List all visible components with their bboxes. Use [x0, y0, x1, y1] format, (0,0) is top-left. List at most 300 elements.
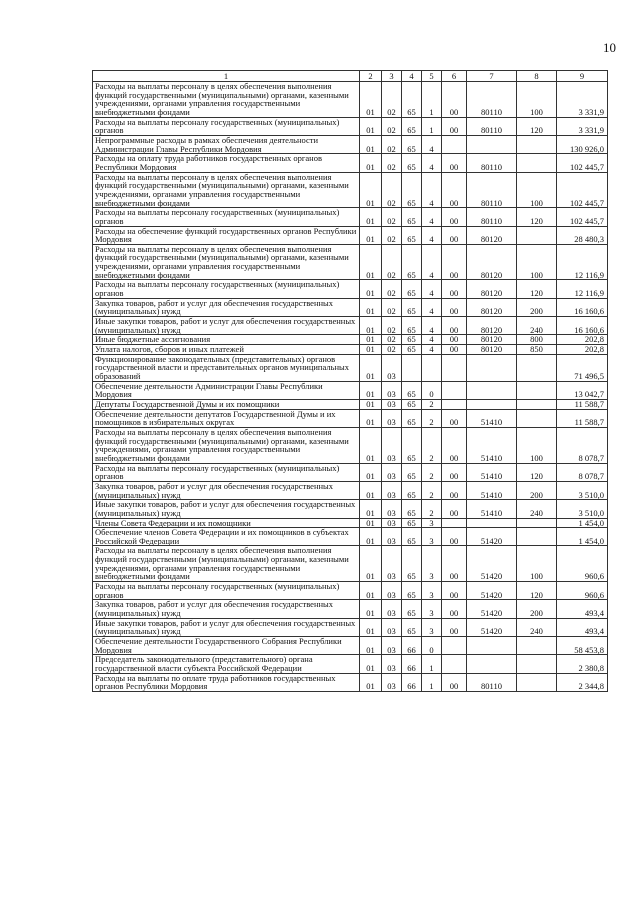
- section-cell: 01: [360, 600, 382, 618]
- subprogram-cell: 0: [422, 637, 442, 655]
- subsection-cell: 03: [382, 354, 402, 381]
- subsection-cell: 02: [382, 82, 402, 118]
- amount-cell: 2 380,8: [557, 655, 608, 673]
- table-row: [93, 172, 608, 208]
- row-name-cell: Расходы на выплаты персоналу в целях обеспечения выполнения функций государственными (муниципальными) органами, казенными учреждениями, органами управления государственными внебюджетными фондами: [93, 546, 360, 582]
- table-row: [93, 409, 608, 427]
- row-name-cell: Иные закупки товаров, работ и услуг для обеспечения государственных (муниципальных) нужд: [93, 618, 360, 636]
- subprogram-cell: 4: [422, 154, 442, 172]
- table-row: [93, 208, 608, 226]
- program-cell: 65: [402, 399, 422, 409]
- row-name-cell: Расходы на выплаты персоналу в целях обеспечения выполнения функций государственными (муниципальными) органами, казенными учреждениями, органами управления государственными внебюджетными фондами: [93, 244, 360, 280]
- direction-cell: 00: [442, 481, 467, 499]
- section-cell: 01: [360, 345, 382, 355]
- target-article-cell: 80110: [467, 673, 517, 691]
- target-article-cell: 80110: [467, 208, 517, 226]
- amount-cell: 493,4: [557, 600, 608, 618]
- direction-cell: 00: [442, 427, 467, 463]
- expense-type-cell: [517, 399, 557, 409]
- subsection-cell: 03: [382, 463, 402, 481]
- row-name-cell: Расходы на оплату труда работников государственных органов Республики Мордовия: [93, 154, 360, 172]
- table-row: [93, 463, 608, 481]
- row-name-cell: Расходы на выплаты персоналу государственных (муниципальных) органов: [93, 280, 360, 298]
- amount-cell: 3 331,9: [557, 82, 608, 118]
- table-row: [93, 500, 608, 518]
- program-cell: 65: [402, 135, 422, 153]
- target-article-cell: 80110: [467, 117, 517, 135]
- subsection-cell: 03: [382, 399, 402, 409]
- program-cell: 65: [402, 427, 422, 463]
- program-cell: 65: [402, 518, 422, 528]
- direction-cell: 00: [442, 226, 467, 244]
- table-row: [93, 481, 608, 499]
- subsection-cell: 02: [382, 117, 402, 135]
- table-row: [93, 226, 608, 244]
- program-cell: 65: [402, 528, 422, 546]
- amount-cell: 102 445,7: [557, 154, 608, 172]
- section-cell: 01: [360, 399, 382, 409]
- direction-cell: 00: [442, 335, 467, 345]
- program-cell: 65: [402, 335, 422, 345]
- row-name-cell: Расходы на выплаты персоналу государственных (муниципальных) органов: [93, 208, 360, 226]
- target-article-cell: 80120: [467, 335, 517, 345]
- section-cell: 01: [360, 226, 382, 244]
- target-article-cell: 80120: [467, 244, 517, 280]
- header-cell: 1: [93, 71, 360, 82]
- target-article-cell: 51410: [467, 500, 517, 518]
- subsection-cell: 02: [382, 135, 402, 153]
- program-cell: 65: [402, 600, 422, 618]
- header-cell: 3: [382, 71, 402, 82]
- program-cell: 66: [402, 637, 422, 655]
- amount-cell: 12 116,9: [557, 244, 608, 280]
- section-cell: 01: [360, 500, 382, 518]
- subsection-cell: 03: [382, 427, 402, 463]
- section-cell: 01: [360, 208, 382, 226]
- direction-cell: [442, 637, 467, 655]
- table-row: [93, 345, 608, 355]
- subprogram-cell: 1: [422, 117, 442, 135]
- table-row: [93, 154, 608, 172]
- target-article-cell: 80120: [467, 226, 517, 244]
- subsection-cell: 02: [382, 208, 402, 226]
- table-row: [93, 528, 608, 546]
- target-article-cell: 51410: [467, 463, 517, 481]
- amount-cell: 11 588,7: [557, 399, 608, 409]
- subprogram-cell: 4: [422, 345, 442, 355]
- amount-cell: 13 042,7: [557, 381, 608, 399]
- direction-cell: [442, 381, 467, 399]
- direction-cell: 00: [442, 117, 467, 135]
- expense-type-cell: 200: [517, 600, 557, 618]
- expense-type-cell: 100: [517, 546, 557, 582]
- amount-cell: 130 926,0: [557, 135, 608, 153]
- program-cell: 65: [402, 244, 422, 280]
- expense-type-cell: [517, 637, 557, 655]
- row-name-cell: Расходы на выплаты персоналу государственных (муниципальных) органов: [93, 582, 360, 600]
- row-name-cell: Расходы на выплаты персоналу государственных (муниципальных) органов: [93, 463, 360, 481]
- section-cell: 01: [360, 354, 382, 381]
- subsection-cell: 02: [382, 226, 402, 244]
- program-cell: 65: [402, 317, 422, 335]
- subsection-cell: 02: [382, 335, 402, 345]
- amount-cell: 102 445,7: [557, 172, 608, 208]
- program-cell: 66: [402, 673, 422, 691]
- amount-cell: 12 116,9: [557, 280, 608, 298]
- section-cell: 01: [360, 655, 382, 673]
- subsection-cell: 03: [382, 582, 402, 600]
- direction-cell: 00: [442, 528, 467, 546]
- row-name-cell: Расходы на выплаты по оплате труда работников государственных органов Республики Мордовия: [93, 673, 360, 691]
- expense-type-cell: 240: [517, 500, 557, 518]
- amount-cell: 1 454,0: [557, 528, 608, 546]
- program-cell: 65: [402, 298, 422, 316]
- direction-cell: [442, 135, 467, 153]
- subprogram-cell: 4: [422, 172, 442, 208]
- amount-cell: 493,4: [557, 618, 608, 636]
- row-name-cell: Непрограммные расходы в рамках обеспечения деятельности Администрации Главы Республики Мордовия: [93, 135, 360, 153]
- expense-type-cell: 240: [517, 618, 557, 636]
- table-row: [93, 117, 608, 135]
- subsection-cell: 03: [382, 600, 402, 618]
- subprogram-cell: 3: [422, 582, 442, 600]
- header-cell: 5: [422, 71, 442, 82]
- section-cell: 01: [360, 409, 382, 427]
- subprogram-cell: 2: [422, 409, 442, 427]
- expense-type-cell: 100: [517, 172, 557, 208]
- program-cell: 65: [402, 82, 422, 118]
- direction-cell: 00: [442, 600, 467, 618]
- table-row: [93, 673, 608, 691]
- program-cell: 66: [402, 655, 422, 673]
- direction-cell: 00: [442, 298, 467, 316]
- amount-cell: 202,8: [557, 335, 608, 345]
- section-cell: 01: [360, 582, 382, 600]
- subsection-cell: 02: [382, 345, 402, 355]
- section-cell: 01: [360, 546, 382, 582]
- target-article-cell: [467, 399, 517, 409]
- direction-cell: 00: [442, 280, 467, 298]
- row-name-cell: Закупка товаров, работ и услуг для обеспечения государственных (муниципальных) нужд: [93, 298, 360, 316]
- section-cell: 01: [360, 463, 382, 481]
- target-article-cell: 80120: [467, 317, 517, 335]
- direction-cell: 00: [442, 409, 467, 427]
- header-cell: 7: [467, 71, 517, 82]
- subprogram-cell: 2: [422, 399, 442, 409]
- target-article-cell: [467, 518, 517, 528]
- direction-cell: 00: [442, 154, 467, 172]
- header-cell: 9: [557, 71, 608, 82]
- section-cell: 01: [360, 637, 382, 655]
- subsection-cell: 02: [382, 244, 402, 280]
- row-name-cell: Председатель законодательного (представительного) органа государственной власти субъекта Российской Федерации: [93, 655, 360, 673]
- amount-cell: 58 453,8: [557, 637, 608, 655]
- target-article-cell: 80110: [467, 172, 517, 208]
- target-article-cell: [467, 381, 517, 399]
- subsection-cell: 03: [382, 409, 402, 427]
- section-cell: 01: [360, 381, 382, 399]
- section-cell: 01: [360, 172, 382, 208]
- target-article-cell: 51410: [467, 481, 517, 499]
- program-cell: 65: [402, 381, 422, 399]
- target-article-cell: [467, 354, 517, 381]
- section-cell: 01: [360, 82, 382, 118]
- section-cell: 01: [360, 117, 382, 135]
- expense-type-cell: [517, 226, 557, 244]
- target-article-cell: 51420: [467, 600, 517, 618]
- subprogram-cell: [422, 354, 442, 381]
- table-row: [93, 381, 608, 399]
- expense-type-cell: 100: [517, 244, 557, 280]
- subsection-cell: 03: [382, 618, 402, 636]
- program-cell: 65: [402, 208, 422, 226]
- row-name-cell: Закупка товаров, работ и услуг для обеспечения государственных (муниципальных) нужд: [93, 481, 360, 499]
- table-row: [93, 82, 608, 118]
- subprogram-cell: 3: [422, 618, 442, 636]
- program-cell: 65: [402, 582, 422, 600]
- target-article-cell: 51420: [467, 546, 517, 582]
- row-name-cell: Уплата налогов, сборов и иных платежей: [93, 345, 360, 355]
- section-cell: 01: [360, 280, 382, 298]
- expense-type-cell: 120: [517, 582, 557, 600]
- program-cell: 65: [402, 481, 422, 499]
- subsection-cell: 03: [382, 673, 402, 691]
- expense-type-cell: 120: [517, 463, 557, 481]
- section-cell: 01: [360, 298, 382, 316]
- direction-cell: 00: [442, 345, 467, 355]
- expense-type-cell: [517, 354, 557, 381]
- section-cell: 01: [360, 317, 382, 335]
- amount-cell: 3 510,0: [557, 481, 608, 499]
- row-name-cell: Члены Совета Федерации и их помощники: [93, 518, 360, 528]
- subprogram-cell: 4: [422, 135, 442, 153]
- target-article-cell: 51420: [467, 618, 517, 636]
- expense-type-cell: [517, 673, 557, 691]
- header-cell: 8: [517, 71, 557, 82]
- amount-cell: 11 588,7: [557, 409, 608, 427]
- expense-type-cell: 200: [517, 298, 557, 316]
- direction-cell: 00: [442, 582, 467, 600]
- subprogram-cell: 1: [422, 82, 442, 118]
- program-cell: [402, 354, 422, 381]
- table-row: [93, 546, 608, 582]
- row-name-cell: Расходы на выплаты персоналу в целях обеспечения выполнения функций государственными (муниципальными) органами, казенными учреждениями, органами управления государственными внебюджетными фондами: [93, 82, 360, 118]
- subprogram-cell: 2: [422, 500, 442, 518]
- table-row: [93, 280, 608, 298]
- amount-cell: 28 480,3: [557, 226, 608, 244]
- amount-cell: 960,6: [557, 546, 608, 582]
- subprogram-cell: 1: [422, 655, 442, 673]
- program-cell: 65: [402, 546, 422, 582]
- direction-cell: [442, 655, 467, 673]
- expense-type-cell: 120: [517, 208, 557, 226]
- subprogram-cell: 4: [422, 298, 442, 316]
- section-cell: 01: [360, 154, 382, 172]
- row-name-cell: Расходы на выплаты персоналу в целях обеспечения выполнения функций государственными (муниципальными) органами, казенными учреждениями, органами управления государственными внебюджетными фондами: [93, 427, 360, 463]
- subprogram-cell: 1: [422, 673, 442, 691]
- row-name-cell: Обеспечение деятельности Администрации Главы Республики Мордовия: [93, 381, 360, 399]
- expense-type-cell: [517, 655, 557, 673]
- section-cell: 01: [360, 528, 382, 546]
- direction-cell: [442, 399, 467, 409]
- subprogram-cell: 3: [422, 518, 442, 528]
- table-row: [93, 582, 608, 600]
- amount-cell: 960,6: [557, 582, 608, 600]
- program-cell: 65: [402, 226, 422, 244]
- budget-table: [92, 70, 608, 692]
- row-name-cell: Функционирование законодательных (представительных) органов государственной власти и представительных органов муниципальных образований: [93, 354, 360, 381]
- target-article-cell: 80120: [467, 298, 517, 316]
- header-cell: 4: [402, 71, 422, 82]
- target-article-cell: 51410: [467, 427, 517, 463]
- subsection-cell: 02: [382, 317, 402, 335]
- subprogram-cell: 3: [422, 546, 442, 582]
- header-cell: 2: [360, 71, 382, 82]
- amount-cell: 8 078,7: [557, 427, 608, 463]
- subprogram-cell: 4: [422, 226, 442, 244]
- target-article-cell: 80120: [467, 345, 517, 355]
- section-cell: 01: [360, 673, 382, 691]
- section-cell: 01: [360, 135, 382, 153]
- subsection-cell: 03: [382, 518, 402, 528]
- target-article-cell: 80110: [467, 82, 517, 118]
- subsection-cell: 02: [382, 172, 402, 208]
- expense-type-cell: 850: [517, 345, 557, 355]
- amount-cell: 2 344,8: [557, 673, 608, 691]
- subprogram-cell: 4: [422, 208, 442, 226]
- section-cell: 01: [360, 427, 382, 463]
- expense-type-cell: 120: [517, 280, 557, 298]
- program-cell: 65: [402, 280, 422, 298]
- table-row: [93, 335, 608, 345]
- direction-cell: 00: [442, 618, 467, 636]
- subprogram-cell: 4: [422, 244, 442, 280]
- section-cell: 01: [360, 618, 382, 636]
- table-row: [93, 427, 608, 463]
- subsection-cell: 02: [382, 154, 402, 172]
- row-name-cell: Расходы на выплаты персоналу государственных (муниципальных) органов: [93, 117, 360, 135]
- table-row: [93, 399, 608, 409]
- direction-cell: 00: [442, 673, 467, 691]
- amount-cell: 71 496,5: [557, 354, 608, 381]
- direction-cell: 00: [442, 463, 467, 481]
- program-cell: 65: [402, 117, 422, 135]
- program-cell: 65: [402, 500, 422, 518]
- section-cell: 01: [360, 244, 382, 280]
- subprogram-cell: 0: [422, 381, 442, 399]
- amount-cell: 3 331,9: [557, 117, 608, 135]
- target-article-cell: 80120: [467, 280, 517, 298]
- row-name-cell: Закупка товаров, работ и услуг для обеспечения государственных (муниципальных) нужд: [93, 600, 360, 618]
- direction-cell: 00: [442, 82, 467, 118]
- expense-type-cell: [517, 528, 557, 546]
- direction-cell: 00: [442, 546, 467, 582]
- subsection-cell: 03: [382, 381, 402, 399]
- page-number: 10: [603, 40, 616, 55]
- target-article-cell: 51410: [467, 409, 517, 427]
- expense-type-cell: 800: [517, 335, 557, 345]
- subprogram-cell: 2: [422, 481, 442, 499]
- amount-cell: 16 160,6: [557, 298, 608, 316]
- expense-type-cell: [517, 409, 557, 427]
- amount-cell: 8 078,7: [557, 463, 608, 481]
- subsection-cell: 03: [382, 655, 402, 673]
- row-name-cell: Депутаты Государственной Думы и их помощники: [93, 399, 360, 409]
- row-name-cell: Иные бюджетные ассигнования: [93, 335, 360, 345]
- program-cell: 65: [402, 618, 422, 636]
- target-article-cell: [467, 637, 517, 655]
- direction-cell: 00: [442, 500, 467, 518]
- section-cell: 01: [360, 518, 382, 528]
- direction-cell: 00: [442, 317, 467, 335]
- subprogram-cell: 4: [422, 317, 442, 335]
- subprogram-cell: 2: [422, 463, 442, 481]
- row-name-cell: Обеспечение деятельности Государственного Собрания Республики Мордовия: [93, 637, 360, 655]
- section-cell: 01: [360, 481, 382, 499]
- target-article-cell: 51420: [467, 528, 517, 546]
- amount-cell: 16 160,6: [557, 317, 608, 335]
- subprogram-cell: 4: [422, 280, 442, 298]
- program-cell: 65: [402, 409, 422, 427]
- row-name-cell: Расходы на обеспечение функций государственных органов Республики Мордовия: [93, 226, 360, 244]
- program-cell: 65: [402, 345, 422, 355]
- row-name-cell: Иные закупки товаров, работ и услуг для обеспечения государственных (муниципальных) нужд: [93, 317, 360, 335]
- direction-cell: 00: [442, 244, 467, 280]
- row-name-cell: Иные закупки товаров, работ и услуг для обеспечения государственных (муниципальных) нужд: [93, 500, 360, 518]
- table-row: [93, 618, 608, 636]
- table-header-row: [93, 71, 608, 82]
- section-cell: 01: [360, 335, 382, 345]
- row-name-cell: Обеспечение деятельности депутатов Государственной Думы и их помощников в избирательных округах: [93, 409, 360, 427]
- expense-type-cell: 100: [517, 82, 557, 118]
- subprogram-cell: 4: [422, 335, 442, 345]
- direction-cell: 00: [442, 208, 467, 226]
- subprogram-cell: 2: [422, 427, 442, 463]
- expense-type-cell: [517, 518, 557, 528]
- amount-cell: 102 445,7: [557, 208, 608, 226]
- direction-cell: [442, 518, 467, 528]
- header-cell: 6: [442, 71, 467, 82]
- expense-type-cell: [517, 135, 557, 153]
- subsection-cell: 03: [382, 500, 402, 518]
- direction-cell: 00: [442, 172, 467, 208]
- table-row: [93, 317, 608, 335]
- expense-type-cell: [517, 381, 557, 399]
- subsection-cell: 02: [382, 298, 402, 316]
- program-cell: 65: [402, 463, 422, 481]
- subsection-cell: 02: [382, 280, 402, 298]
- table-row: [93, 135, 608, 153]
- table-row: [93, 244, 608, 280]
- amount-cell: 1 454,0: [557, 518, 608, 528]
- subsection-cell: 03: [382, 637, 402, 655]
- table-row: [93, 655, 608, 673]
- target-article-cell: 80110: [467, 154, 517, 172]
- amount-cell: 3 510,0: [557, 500, 608, 518]
- expense-type-cell: 200: [517, 481, 557, 499]
- target-article-cell: [467, 655, 517, 673]
- row-name-cell: Обеспечение членов Совета Федерации и их помощников в субъектах Российской Федерации: [93, 528, 360, 546]
- target-article-cell: [467, 135, 517, 153]
- table-row: [93, 600, 608, 618]
- table-row: [93, 354, 608, 381]
- target-article-cell: 51420: [467, 582, 517, 600]
- program-cell: 65: [402, 154, 422, 172]
- subprogram-cell: 3: [422, 528, 442, 546]
- table-row: [93, 637, 608, 655]
- expense-type-cell: 100: [517, 427, 557, 463]
- subsection-cell: 03: [382, 546, 402, 582]
